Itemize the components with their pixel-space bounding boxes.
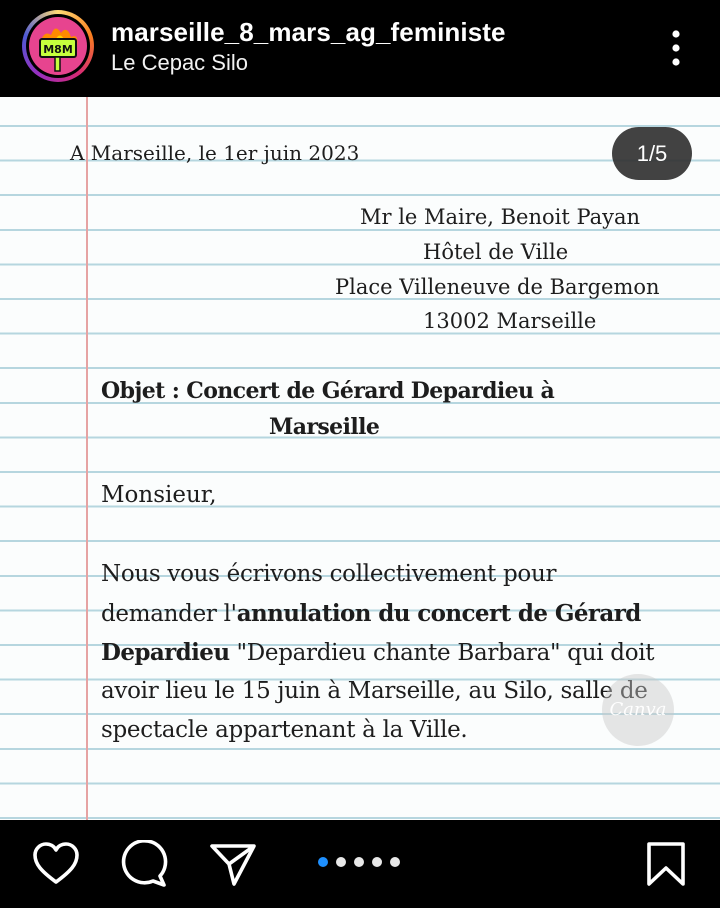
carousel-dot-5 (390, 857, 400, 867)
canva-watermark: Canva (602, 674, 674, 746)
recipient-line-3: Place Villeneuve de Bargemon (335, 275, 660, 299)
letter-object-line-1: Objet : Concert de Gérard Depardieu à (101, 378, 555, 404)
svg-text:M8M: M8M (43, 43, 73, 56)
location-label[interactable]: Le Cepac Silo (111, 50, 248, 75)
letter-greeting: Monsieur, (101, 482, 217, 508)
comment-icon (119, 840, 169, 888)
bookmark-icon (641, 840, 691, 888)
letter-body-line-1: Nous vous écrivons collectivement pour (101, 561, 557, 587)
recipient-line-1: Mr le Maire, Benoit Payan (360, 205, 641, 229)
heart-icon (31, 840, 81, 888)
letter-body-line-2: demander l'annulation du concert de Gérard (101, 600, 641, 627)
avatar[interactable] (22, 10, 94, 82)
carousel-dot-2 (336, 857, 346, 867)
letter-body-line-4: avoir lieu le 15 juin à Marseille, au Silo, salle de (101, 678, 648, 704)
letter-object-line-2: Marseille (269, 414, 380, 440)
username[interactable]: marseille_8_mars_ag_feministe (111, 17, 506, 47)
recipient-line-4: 13002 Marseille (423, 309, 597, 333)
more-vertical-icon (658, 28, 694, 68)
like-button[interactable] (31, 840, 81, 888)
post-header (0, 0, 720, 97)
post-image[interactable] (0, 97, 720, 820)
carousel-dot-1 (318, 857, 328, 867)
carousel-dot-4 (372, 857, 382, 867)
share-button[interactable] (208, 840, 258, 888)
save-button[interactable] (641, 840, 691, 888)
avatar-logo-icon (29, 17, 87, 75)
carousel-counter: 1/5 (612, 127, 692, 180)
post-actions-bar (0, 820, 720, 908)
carousel-dot-3 (354, 857, 364, 867)
comment-button[interactable] (119, 840, 169, 888)
more-options-button[interactable] (658, 28, 694, 68)
paper-margin-line (86, 97, 88, 820)
recipient-line-2: Hôtel de Ville (423, 240, 569, 264)
letter-date: A Marseille, le 1er juin 2023 (70, 141, 360, 165)
letter-body-line-3: Depardieu "Depardieu chante Barbara" qui doit (101, 639, 655, 666)
carousel-indicator (318, 855, 400, 869)
send-icon (208, 840, 258, 888)
letter-body-line-5: spectacle appartenant à la Ville. (101, 717, 468, 743)
